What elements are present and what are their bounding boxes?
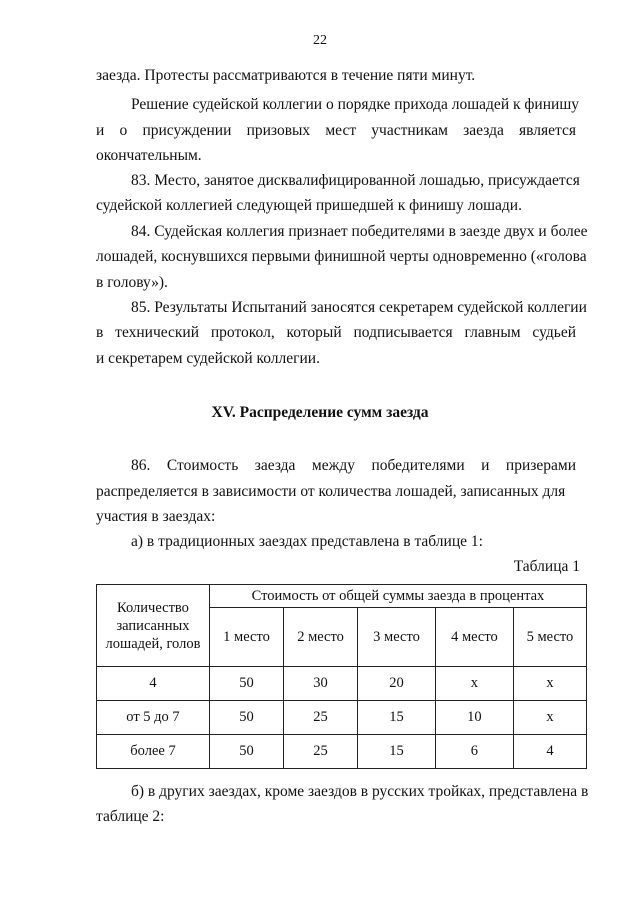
table-group-header: Стоимость от общей суммы заезда в процентах [209, 585, 586, 608]
paragraph-86-line: распределяется в зависимости от количества лошадей, записанных для [96, 483, 566, 500]
table-cell: 15 [358, 735, 436, 769]
table-caption: Таблица 1 [513, 558, 580, 575]
paragraph-b-line: б) в других заездах, кроме заездов в русских тройках, представлена в [131, 783, 589, 800]
table-cell: 4 [513, 735, 586, 769]
table-cell-horses: 4 [97, 667, 210, 701]
table-cell: 50 [209, 667, 283, 701]
table-cell: х [435, 667, 513, 701]
table-row [97, 735, 587, 769]
paragraph-b-line: таблице 2: [96, 808, 165, 825]
paragraph-85-line: и секретарем судейской коллегии. [96, 350, 320, 367]
table-header-place: 3 место [358, 608, 436, 667]
table-header-place: 1 место [209, 608, 283, 667]
paragraph-84-line: лошадей, коснувшихся первыми финишной черты одновременно («голова [96, 248, 587, 265]
table-cell: 25 [284, 735, 358, 769]
paragraph-line: заезда. Протесты рассматриваются в течение пяти минут. [96, 67, 476, 84]
table-header-place: 2 место [284, 608, 358, 667]
table-cell: 30 [284, 667, 358, 701]
paragraph-86-line: участия в заездах: [96, 508, 216, 525]
table-row [97, 667, 587, 701]
table-cell-horses: от 5 до 7 [97, 701, 210, 735]
paragraph-83-line: 83. Место, занятое дисквалифицированной лошадью, присуждается [131, 172, 580, 189]
table-cell: х [513, 667, 586, 701]
paragraph-85-line: 85. Результаты Испытаний заносятся секретарем судейской коллегии [131, 299, 587, 316]
distribution-table [96, 584, 587, 769]
paragraph-86-line: 86. Стоимость заезда между победителями и призерами [131, 457, 576, 474]
paragraph-85-line: в технический протокол, который подписывается главным судьей [96, 324, 576, 341]
paragraph-line: окончательным. [96, 147, 202, 164]
paragraph-a-line: а) в традиционных заездах представлена в таблице 1: [131, 533, 483, 550]
table-cell: х [513, 701, 586, 735]
paragraph-84-line: в голову»). [96, 274, 168, 291]
page-number: 22 [313, 33, 327, 48]
table-cell: 20 [358, 667, 436, 701]
table-cell: 25 [284, 701, 358, 735]
section-heading: XV. Распределение сумм заезда [211, 404, 429, 421]
table-cell: 6 [435, 735, 513, 769]
table-cell-horses: более 7 [97, 735, 210, 769]
table-cell: 50 [209, 735, 283, 769]
table-header-place: 4 место [435, 608, 513, 667]
table-header-horses: Количество записанных лошадей, голов [97, 585, 210, 667]
table-header-place: 5 место [513, 608, 586, 667]
table-cell: 15 [358, 701, 436, 735]
paragraph-83-line: судейской коллегией следующей пришедшей к финишу лошади. [96, 197, 522, 214]
table-cell: 50 [209, 701, 283, 735]
paragraph-84-line: 84. Судейская коллегия признает победителями в заезде двух и более [131, 223, 588, 240]
paragraph-line: и о присуждении призовых мест участникам заезда является [96, 122, 576, 139]
paragraph-line: Решение судейской коллегии о порядке прихода лошадей к финишу [131, 96, 580, 113]
table-row [97, 701, 587, 735]
table-cell: 10 [435, 701, 513, 735]
